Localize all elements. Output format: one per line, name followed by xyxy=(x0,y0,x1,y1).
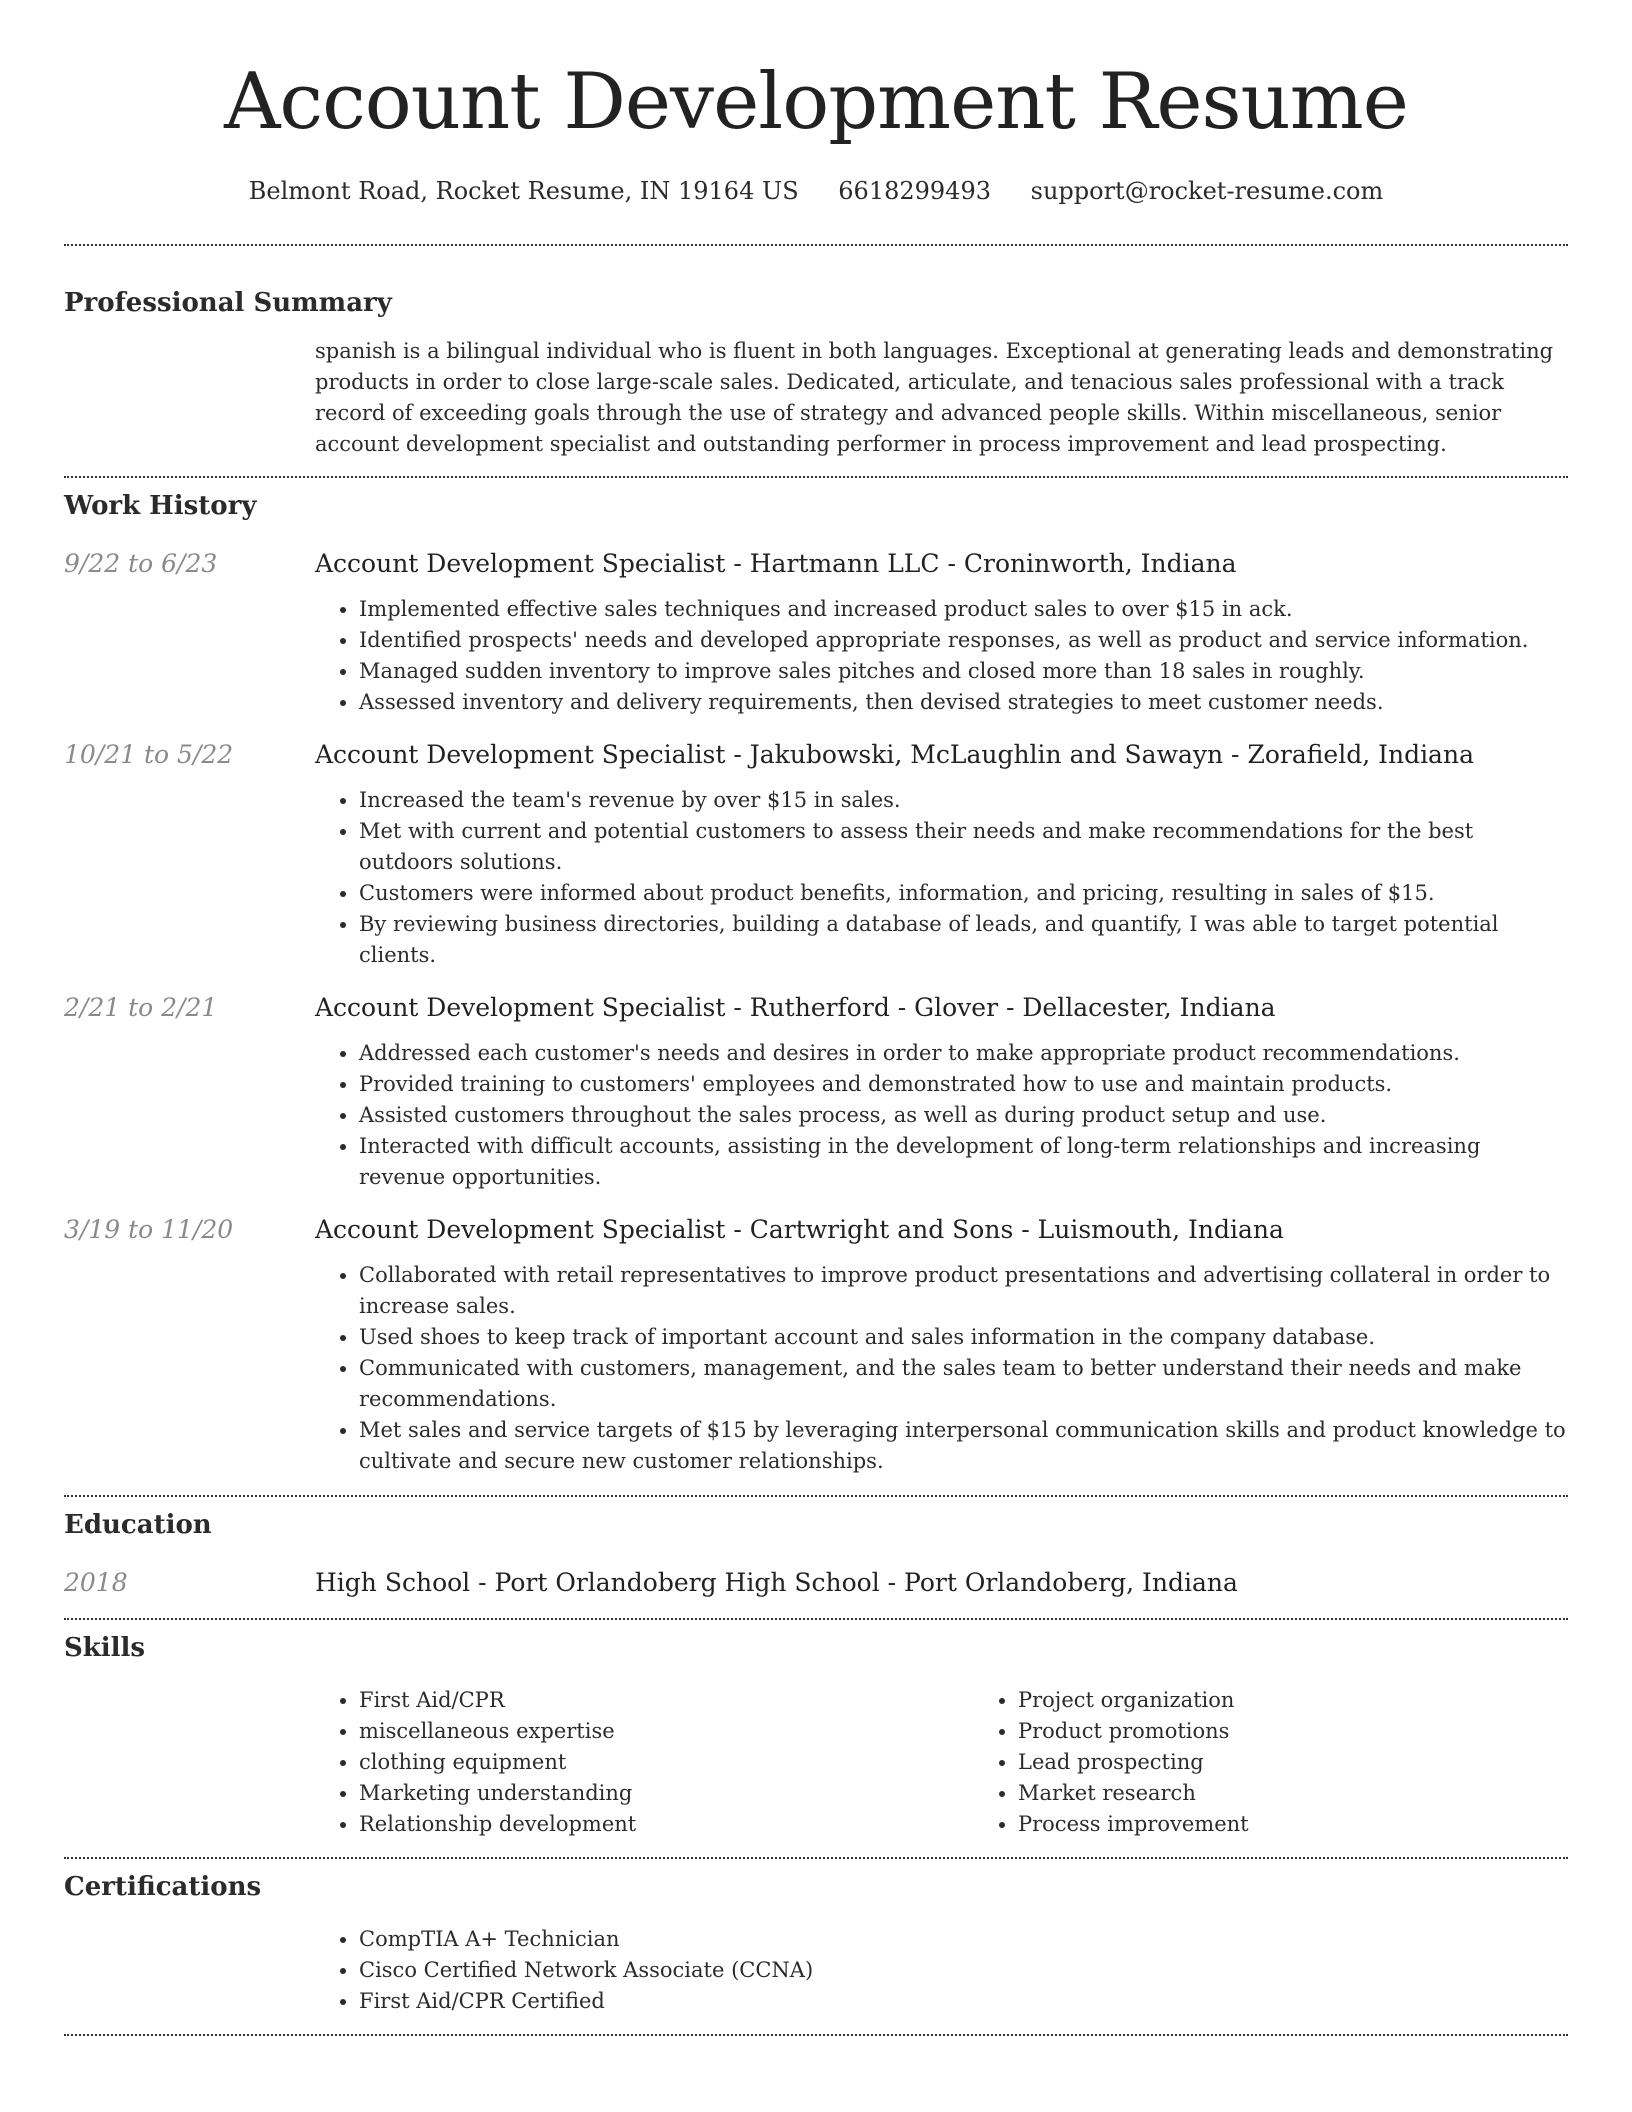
job-entry xyxy=(64,547,1568,718)
list-item: • Collaborated with retail representatives to improve product presentations and advertising collateral in order to increase sales. xyxy=(359,1260,1568,1322)
list-item: • Identified prospects' needs and developed appropriate responses, as well as product and service information. xyxy=(359,625,1568,656)
job-dates: 2/21 to 2/21 xyxy=(64,993,218,1022)
certification-item: • First Aid/CPR Certified xyxy=(359,1986,1568,2017)
list-item: • Provided training to customers' employees and demonstrated how to use and maintain products. xyxy=(359,1069,1568,1100)
skill-item: • Product promotions xyxy=(1018,1716,1632,1747)
list-item: • Assessed inventory and delivery requirements, then devised strategies to meet customer needs. xyxy=(359,687,1568,718)
job-heading: Account Development Specialist - Jakubowski, McLaughlin and Sawayn - Zorafield, Indiana xyxy=(315,740,1474,769)
list-item: • By reviewing business directories, building a database of leads, and quantify, I was able to target potential clients. xyxy=(359,909,1568,971)
summary-text: spanish is a bilingual individual who is fluent in both languages. Exceptional at generating leads and demonstrating products in order to close large-scale sales. Dedicated, articulate, and tenacious sales professional with a track record of exceeding goals through the use of strategy and advanced people skills. Within miscellaneous, senior account development specialist and outstanding performer in process improvement and lead prospecting. xyxy=(315,339,1554,456)
education-section xyxy=(64,1508,1568,1600)
job-heading: Account Development Specialist - Rutherford - Glover - Dellacester, Indiana xyxy=(315,993,1276,1022)
section-divider xyxy=(64,2034,1568,2036)
job-bullets xyxy=(315,785,1568,971)
list-item: • Addressed each customer's needs and desires in order to make appropriate product recommendations. xyxy=(359,1038,1568,1069)
skills-list-left xyxy=(315,1685,974,1840)
section-divider xyxy=(64,244,1568,246)
list-item: • Interacted with difficult accounts, assisting in the development of long-term relationships and increasing revenue opportunities. xyxy=(359,1131,1568,1193)
list-item: • Communicated with customers, management, and the sales team to better understand their needs and make recommendations. xyxy=(359,1353,1568,1415)
work-history-heading: Work History xyxy=(64,491,257,521)
contact-line xyxy=(64,174,1568,208)
job-dates: 3/19 to 11/20 xyxy=(64,1215,234,1244)
job-heading: Account Development Specialist - Cartwright and Sons - Luismouth, Indiana xyxy=(315,1215,1284,1244)
job-bullets xyxy=(315,1260,1568,1477)
resume-page xyxy=(64,0,1568,2036)
job-dates: 9/22 to 6/23 xyxy=(64,549,218,578)
job-entry xyxy=(64,738,1568,971)
certifications-list xyxy=(315,1924,1568,2017)
skills-list-right xyxy=(974,1685,1632,1840)
skill-item: • miscellaneous expertise xyxy=(359,1716,974,1747)
education-date: 2018 xyxy=(64,1568,128,1597)
skill-item: • Process improvement xyxy=(1018,1809,1632,1840)
job-bullets xyxy=(315,1038,1568,1193)
skill-item: • Lead prospecting xyxy=(1018,1747,1632,1778)
contact-phone: 6618299493 xyxy=(838,177,991,205)
work-history-section xyxy=(64,489,1568,1477)
skill-item: • Marketing understanding xyxy=(359,1778,974,1809)
list-item: • Met sales and service targets of $15 by leveraging interpersonal communication skills and product knowledge to cultivate and secure new customer relationships. xyxy=(359,1415,1568,1477)
skill-item: • Market research xyxy=(1018,1778,1632,1809)
job-bullets xyxy=(315,594,1568,718)
list-item: • Assisted customers throughout the sales process, as well as during product setup and use. xyxy=(359,1100,1568,1131)
list-item: • Used shoes to keep track of important account and sales information in the company database. xyxy=(359,1322,1568,1353)
list-item: • Managed sudden inventory to improve sales pitches and closed more than 18 sales in roughly. xyxy=(359,656,1568,687)
job-entry xyxy=(64,991,1568,1193)
skill-item: • Project organization xyxy=(1018,1685,1632,1716)
section-divider xyxy=(64,476,1568,478)
list-item: • Met with current and potential customers to assess their needs and make recommendations for the best outdoors solutions. xyxy=(359,816,1568,878)
skills-heading: Skills xyxy=(64,1633,146,1663)
summary-heading: Professional Summary xyxy=(64,288,392,318)
certifications-heading: Certifications xyxy=(64,1872,262,1902)
resume-title: Account Development Resume xyxy=(224,57,1408,147)
section-divider xyxy=(64,1618,1568,1620)
summary-section xyxy=(64,286,1568,460)
education-heading-line: High School - Port Orlandoberg High School - Port Orlandoberg, Indiana xyxy=(315,1568,1238,1597)
list-item: • Implemented effective sales techniques and increased product sales to over $15 in ack. xyxy=(359,594,1568,625)
skill-item: • Relationship development xyxy=(359,1809,974,1840)
education-heading: Education xyxy=(64,1510,212,1540)
certification-item: • CompTIA A+ Technician xyxy=(359,1924,1568,1955)
contact-email: support@rocket-resume.com xyxy=(1030,177,1384,205)
job-heading: Account Development Specialist - Hartmann LLC - Croninworth, Indiana xyxy=(315,549,1237,578)
list-item: • Increased the team's revenue by over $15 in sales. xyxy=(359,785,1568,816)
section-divider xyxy=(64,1495,1568,1497)
skill-item: • clothing equipment xyxy=(359,1747,974,1778)
skills-section xyxy=(64,1631,1568,1840)
job-dates: 10/21 to 5/22 xyxy=(64,740,234,769)
list-item: • Customers were informed about product benefits, information, and pricing, resulting in sales of $15. xyxy=(359,878,1568,909)
certification-item: • Cisco Certified Network Associate (CCNA) xyxy=(359,1955,1568,1986)
section-divider xyxy=(64,1857,1568,1859)
job-entry xyxy=(64,1213,1568,1477)
certifications-section xyxy=(64,1870,1568,2017)
contact-address: Belmont Road, Rocket Resume, IN 19164 US xyxy=(248,177,799,205)
skill-item: • First Aid/CPR xyxy=(359,1685,974,1716)
